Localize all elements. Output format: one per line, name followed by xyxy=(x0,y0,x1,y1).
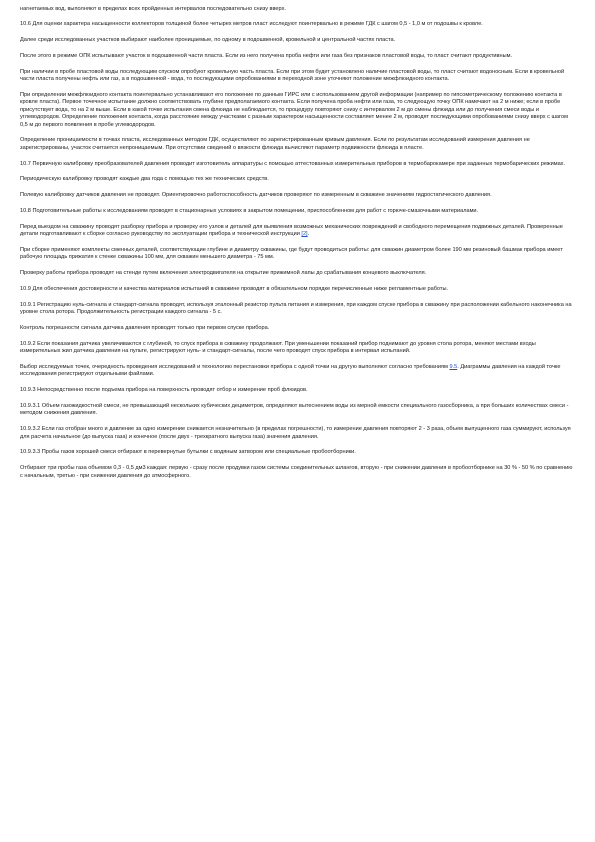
paragraph-10-9-2: 10.9.2 Если показания датчика увеличиваются с глубиной, то спуск прибора в скважину продолжают. При уменьшении показаний прибор поднимают до уровня стола ротора, меняют местами входы измерительных жил датчика давления на пульте, регистрируют нуль- и стандарт-сигналы, после чего проводят спуск прибора в интервал испытаний. xyxy=(20,340,536,355)
paragraph: Периодическую калибровку проводят каждые два года с помощью тех же технических средств. xyxy=(20,176,269,183)
paragraph-10-6: 10.6 Для оценки характера насыщенности коллекторов толщиной более четырех метров пласт исследуют поинтервально в режиме ГДК с шагом 0,5 - 1,0 м от подошвы к кровле. xyxy=(20,21,483,28)
paragraph: Полевую калибровку датчиков давления не проводят. Ориентировочно работоспособность датчиков проверяют по измеренным в скважине значениям гидростатического давления. xyxy=(20,192,492,199)
paragraph-10-9: 10.9 Для обеспечения достоверности и качества материалов испытаний в скважине проводят в обязательном порядке перечисленные ниже регламентные работы. xyxy=(20,286,449,293)
paragraph: Проверку работы прибора проводят на стенде путем включения электродвигателя на открытие прижимной лапы до срабатывания концевого выключателя. xyxy=(20,270,427,277)
paragraph: Контроль погрешности сигнала датчика давления проводят только при первом спуске прибора. xyxy=(20,325,270,332)
paragraph-10-7: 10.7 Первичную калибровку преобразователей давления проводит изготовитель аппаратуры с помощью аттестованных измерительных приборов в термобарокамере при заданных термобарических режимах. xyxy=(20,160,566,167)
paragraph: При наличии в пробе пластовой воды последующим спуском опробуют кровельную часть пласта. Если при этом будет установлено наличие пластовой воды, то пласт считают водоносным. Если в кровельной части пласта получены нефть или газ, а в подошвенной - вода, то последующими опробованиями в переходной зоне уточняют положение межфлюидного контакта. xyxy=(20,68,565,83)
paragraph: Определение проницаемости в точках пласта, исследованных методом ГДК, осуществляют по зарегистрированным кривым давления. Если по результатам исследований измерения давления не зарегистрированы, участок считается непроницаемым. При отсутствии сведений о вязкости флюида вычисляют параметр подвижности флюида в пласте. xyxy=(20,137,530,151)
paragraph: Перед выездом на скважину проводят разборку прибора и проверку его узлов и деталей для выявления возможных механических повреждений и свободного перемещения подвижных деталей. Проверенные детали подготавливают к сборке согласно руководству по эксплуатации прибора и технической инструкции [2]. xyxy=(20,223,563,238)
paragraph: После этого в режиме ОПК испытывают участок в подошвенной части пласта. Если из него получена проба нефти или газа без признаков пластовой воды, то пласт считают продуктивным. xyxy=(20,53,513,59)
reference-link-9-5[interactable]: 9.5 xyxy=(449,364,458,371)
paragraph: При сборке применяют комплекты сменных деталей, соответствующие глубине и диаметру скважины, где будут проводиться работы: для скважин диаметром более 190 мм резиновый башмак прибора имеет рабочую площадь прижатия к стенке скважины 100 мм, для скважин меньшего диаметра - 75 мм. xyxy=(20,247,563,261)
paragraph: Выбор исследуемых точек, очередность проведения исследований и технологию перестановки прибора с одной точки на другую выполняют согласно требованиям 9.5. Диаграммы давления на каждой точке исследования регистрируют отдельными файлами. xyxy=(20,364,561,378)
paragraph-10-9-3: 10.9.3 Непосредственно после подъема прибора на поверхность проводят отбор и измерение проб флюидов. xyxy=(20,387,308,394)
reference-link-2[interactable]: [2] xyxy=(301,231,308,238)
paragraph: Отбирают три пробы газа объемом 0,3 - 0,5 дм3 каждая: первую - сразу после продувки газом системы соединительных шлангов, вторую - при снижении давления в пробоотборнике на 30 % - 50 % по сравнению с начальным, третью - при снижении давления до атмосферного. xyxy=(20,465,573,479)
paragraph-10-9-1: 10.9.1 Регистрацию нуль-сигнала и стандарт-сигнала проводят, используя эталонный резистор пульта питания и измерения, при каждом спуске прибора в скважину при расположении кабельного наконечника на уровне стола ротора. Продолжительность регистрации каждого сигнала - 5 с. xyxy=(20,301,572,316)
paragraph-10-8: 10.8 Подготовительные работы к исследованиям проводят в стационарных условиях в закрытом помещении, приспособленном для работ с горюче-смазочными материалами. xyxy=(20,208,479,215)
paragraph: нагнетаемых вод, выполняют в пределах всех пройденных интервалов последовательно снизу вверх. xyxy=(20,6,286,12)
paragraph-10-9-3-3: 10.9.3.3 Пробы газов хорошей смеси отбирают в перевернутые бутылки с водяным затвором или специальные пробоотборники. xyxy=(20,449,356,456)
paragraph-10-9-3-1: 10.9.3.1 Объем газожидкостной смеси, не превышающий нескольких кубических дециметров, определяют вытеснением воды из мерной емкости специального газосборника, а при больших количествах смеси - методом снижения давления. xyxy=(20,403,569,417)
paragraph-10-9-3-2: 10.9.3.2 Если газ отобран много и давление за одно измерение снижается незначительно (в пределах погрешности), то измерение давления повторяют 2 - 3 раза, объем выпущенного газа суммируют, используя для расчета начальное (до выпуска газа) и конечное (после двух - трехкратного выпуска газа) значения давления. xyxy=(20,426,571,440)
paragraph: При определении межфлюидного контакта поинтервально устанавливают его положение по данным ГИРС или с использованием другой информации (например по гипсометрическому положению контакта в кровле пласта). Первое точечное испытание должно соответствовать глубине предполагаемого контакта. Если получена проба нефти или газа, то следующую точку ОПК намечают на 2 м ниже; если в пробе присутствует вода, то на 2 м выше. Если в какой точке испытания смена флюида не наблюдается, то процедуру повторяют снизу с интервалом 2 м до смены флюида или до получения смеси воды и углеводородов. Определение положения контакта, когда расстояние между участками с разным характером насыщенности составляет менее 2 м, проводят последующими опробованиями снизу вверх с шагом 0,5 м до первого появления в пробе углеводородов. xyxy=(20,92,568,128)
paragraph: Далее среди исследованных участков выбирают наиболее проницаемые, по одному в подошвенной, кровельной и центральной частях пласта. xyxy=(20,37,396,44)
